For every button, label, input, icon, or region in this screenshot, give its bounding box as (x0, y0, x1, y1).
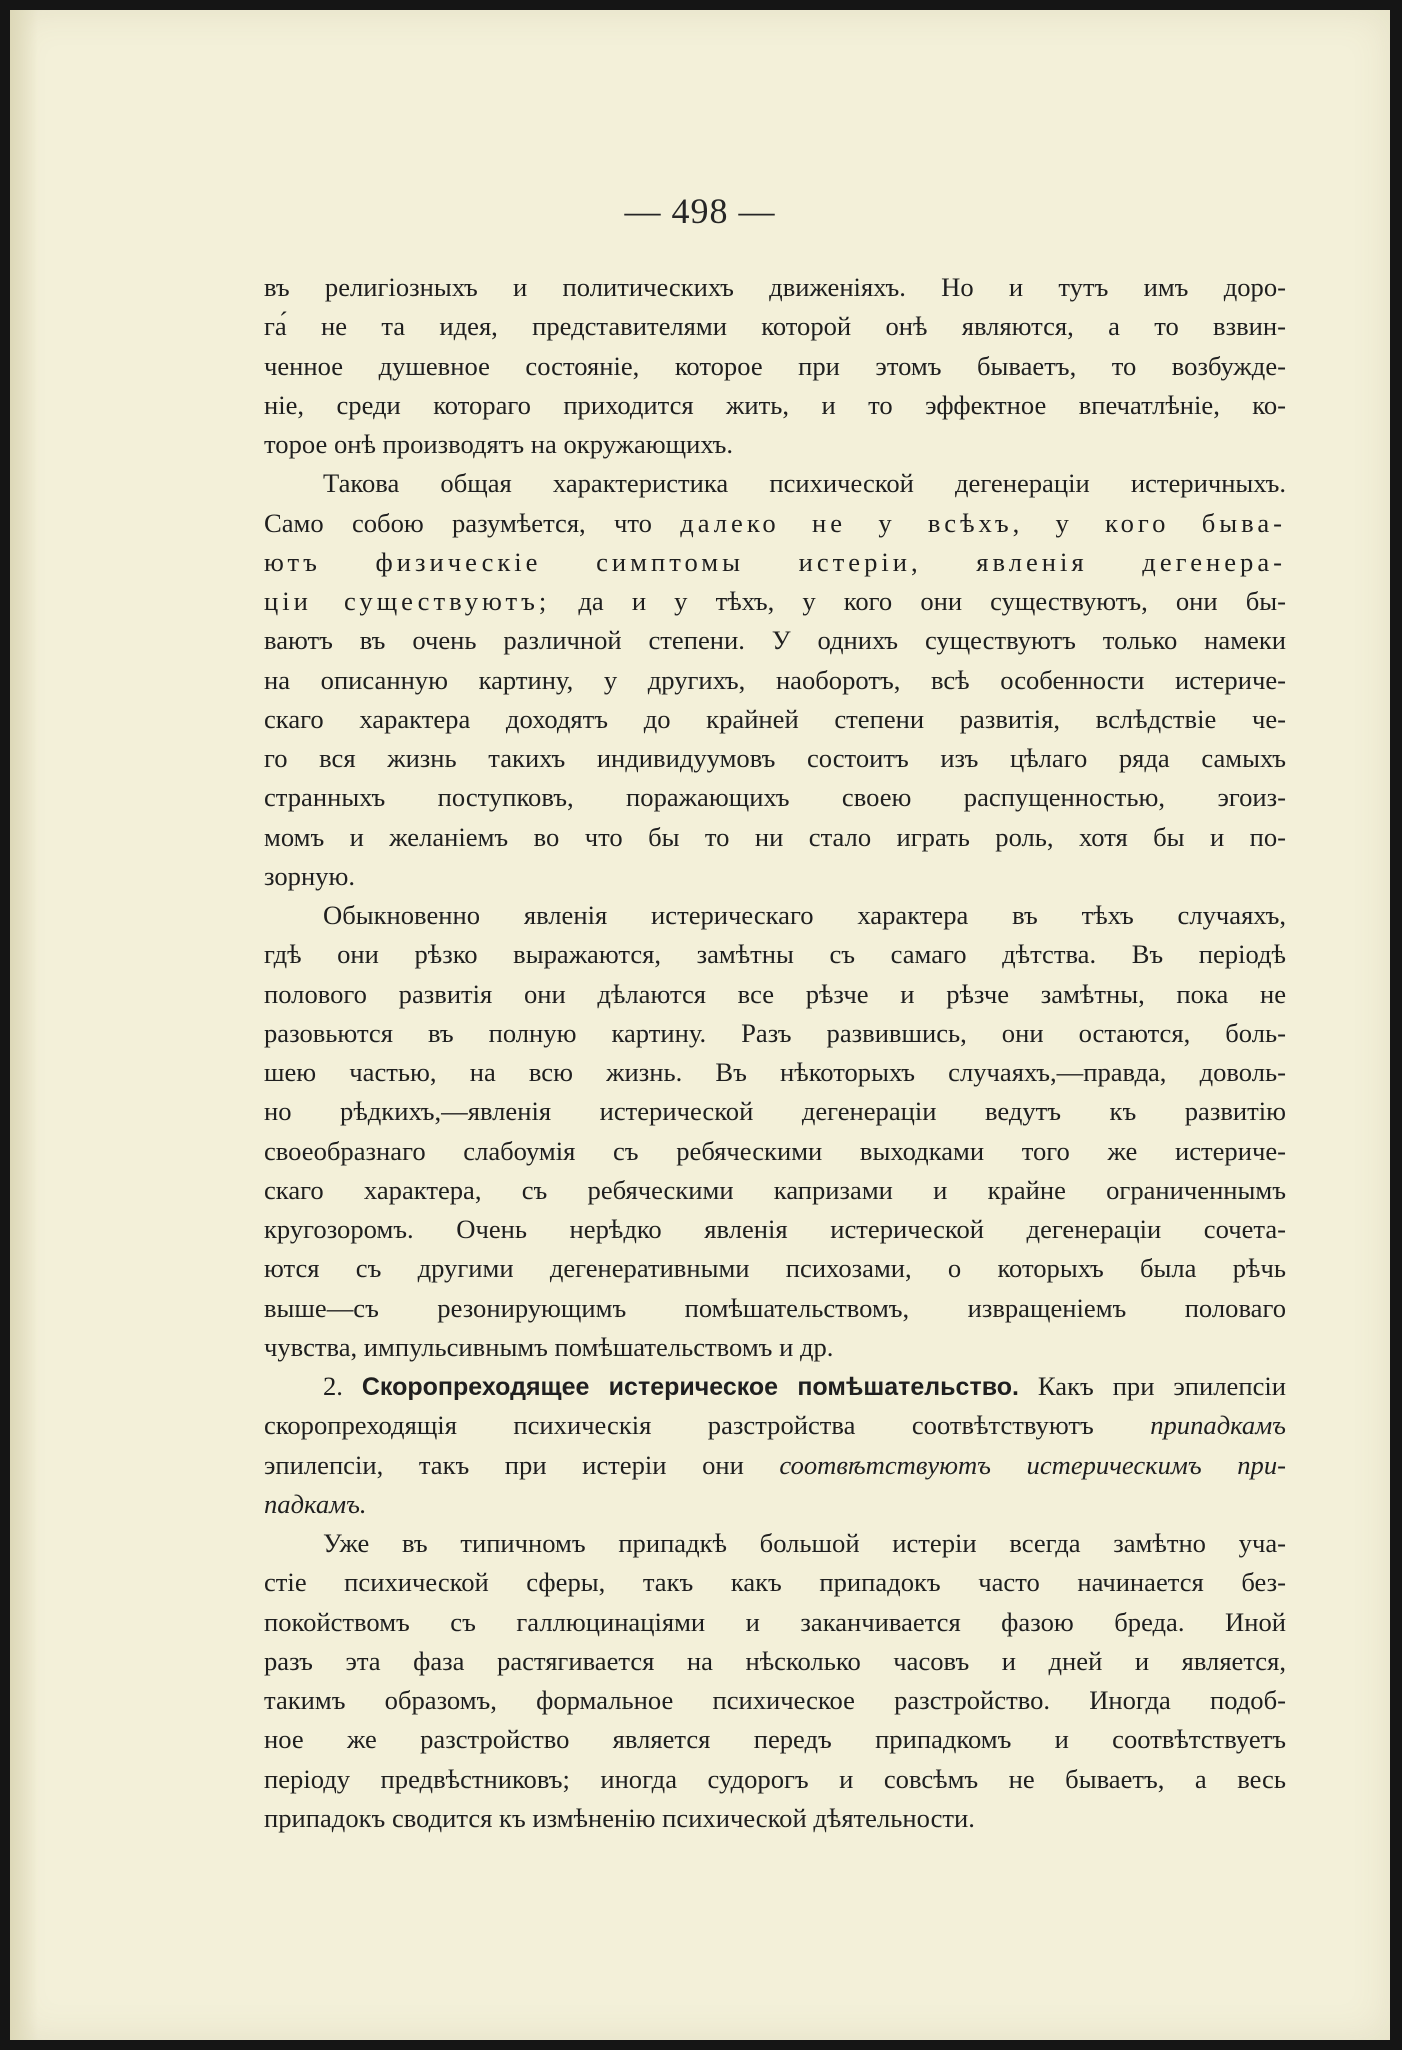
text-line: періоду предвѣстниковъ; иногда судорогъ и совсѣмъ не бываетъ, а весь (264, 1763, 1286, 1794)
page-number: — 498 — (624, 191, 776, 231)
page-binding-shadow (10, 10, 38, 2040)
text-line (264, 504, 1286, 543)
text-line: ченное душевное состояніе, которое при этомъ бываетъ, то возбужде- (264, 350, 1286, 381)
text-line: полового развитія они дѣлаются все рѣзче и рѣзче замѣтны, пока не (264, 978, 1286, 1009)
text-run: Само собою разумѣется, что (264, 507, 652, 538)
page-text (264, 268, 1286, 1838)
text-line: Обыкновенно явленія истерическаго характера въ тѣхъ случаяхъ, (323, 900, 1286, 930)
text-line: Уже въ типичномъ припадкѣ большой истеріи всегда замѣтно уча- (323, 1528, 1286, 1558)
text-line: зорную. (264, 860, 355, 891)
italic-text-line: падкамъ. (264, 1488, 367, 1519)
text-line: Такова общая характеристика психической дегенераціи истеричныхъ. (323, 468, 1286, 499)
text-line: такимъ образомъ, формальное психическое разстройство. Иногда подоб- (264, 1685, 1286, 1715)
text-line: шею частью, на всю жизнь. Въ нѣкоторыхъ случаяхъ,—правда, доволь- (264, 1057, 1286, 1087)
spaced-text-run: ціи существуютъ; (264, 586, 551, 616)
text-line: стіе психической сферы, такъ какъ припадокъ часто начинается без- (264, 1567, 1286, 1598)
text-line: выше—съ резонирующимъ помѣшательствомъ, извращеніемъ половаго (264, 1292, 1286, 1323)
text-line: ются съ другими дегенеративными психозами, о которыхъ была рѣчь (264, 1253, 1286, 1284)
text-line: гдѣ они рѣзко выражаются, замѣтны съ самаго дѣтства. Въ періодѣ (264, 939, 1286, 970)
text-line: момъ и желаніемъ во что бы то ни стало играть роль, хотя бы и по- (264, 821, 1286, 852)
text-line: припадокъ сводится къ измѣненію психической дѣятельности. (264, 1802, 975, 1833)
text-line: го вся жизнь такихъ индивидуумовъ состоитъ изъ цѣлаго ряда самыхъ (264, 743, 1286, 773)
text-line: разовьются въ полную картину. Разъ развившись, они остаются, боль- (264, 1017, 1286, 1048)
section-title: Скоропреходящее истерическое помѣшательство. (361, 1373, 1019, 1401)
text-line: на описанную картину, у другихъ, наоборотъ, всѣ особенности истериче- (264, 664, 1286, 695)
text-line: странныхъ поступковъ, поражающихъ своею распущенностью, эгоиз- (264, 782, 1286, 813)
text-line: торое онѣ производятъ на окружающихъ. (264, 429, 734, 459)
text-line (264, 1446, 1286, 1485)
text-line: скаго характера, съ ребяческими капризами и крайне ограниченнымъ (264, 1174, 1286, 1205)
text-run: Какъ при эпилепсіи (1018, 1371, 1286, 1401)
text-line: своеобразнаго слабоумія съ ребяческими выходками того же истериче- (264, 1135, 1286, 1166)
text-run: да и у тѣхъ, у кого они существуютъ, они бы- (578, 586, 1286, 616)
section-number: 2. (323, 1371, 362, 1401)
spaced-text-run: далеко не у всѣхъ, у кого быва- (680, 507, 1287, 538)
text-line: ваютъ въ очень различной степени. У однихъ существуютъ только намеки (264, 625, 1286, 656)
text-line: но рѣдкихъ,—явленія истерической дегенераціи ведутъ къ развитію (264, 1096, 1286, 1127)
text-run: эпилепсіи, такъ при истеріи они (264, 1449, 780, 1480)
text-line: въ религіозныхъ и политическихъ движеніяхъ. Но и тутъ имъ доро- (264, 272, 1286, 302)
text-line: покойствомъ съ галлюцинаціями и заканчивается фазою бреда. Иной (264, 1606, 1286, 1637)
italic-text-run: соотвѣтствуютъ истерическимъ при- (779, 1449, 1287, 1480)
text-line: кругозоромъ. Очень нерѣдко явленія истерической дегенераціи сочета- (264, 1214, 1286, 1244)
text-line: разъ эта фаза растягивается на нѣсколько часовъ и дней и является, (264, 1645, 1286, 1676)
text-line (264, 582, 1286, 621)
italic-text-run: припадкамъ (1150, 1410, 1286, 1441)
text-line (264, 1406, 1286, 1445)
spaced-text-line: ютъ физическіе симптомы истеріи, явленія дегенера- (264, 546, 1286, 577)
text-run: скоропреходящія психическія разстройства соотвѣтствуютъ (264, 1410, 1151, 1441)
book-page (10, 10, 1390, 2040)
text-line: ное же разстройство является передъ припадкомъ и соотвѣтствуетъ (264, 1724, 1286, 1755)
text-line: ніе, среди котораго приходится жить, и то эффектное впечатлѣніе, ко- (264, 389, 1286, 420)
text-line: чувства, импульсивнымъ помѣшательствомъ и др. (264, 1331, 834, 1362)
text-line: га́ не та идея, представителями которой онѣ являются, а то взвин- (264, 311, 1286, 342)
text-line: скаго характера доходятъ до крайней степени развитія, вслѣдствіе че- (264, 703, 1286, 734)
section-heading-line (264, 1367, 1286, 1406)
